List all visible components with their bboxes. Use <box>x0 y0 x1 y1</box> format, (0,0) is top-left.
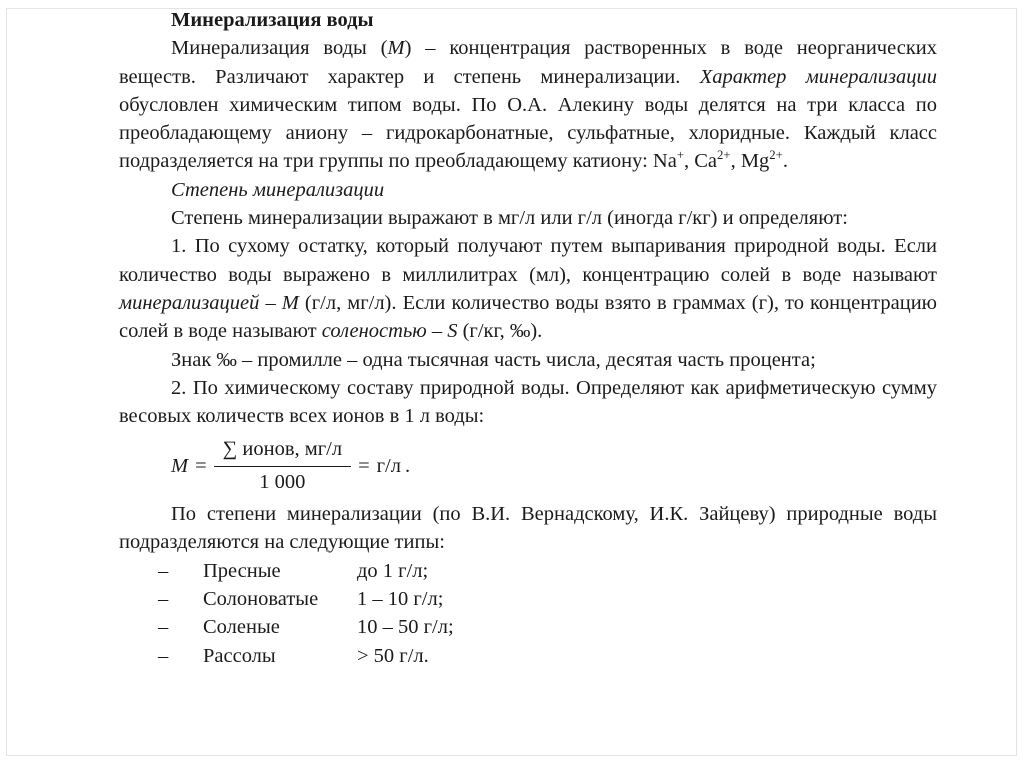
intro-paragraph <box>119 34 937 175</box>
list-dash: – <box>158 559 169 582</box>
text-segment-italic: соленостью <box>321 320 427 343</box>
type-value: > 50 г/л. <box>357 644 429 667</box>
ion-charge-superscript: + <box>676 148 684 163</box>
formula-equals: = <box>358 454 370 477</box>
text-segment: – <box>259 291 282 314</box>
formula-equals: = <box>195 454 207 477</box>
type-value: 1 – 10 г/л; <box>357 587 444 610</box>
by-degree-paragraph: По степени минерализации (по В.И. Вернадскому, И.К. Зайцеву) природные воды подразделяются на следующие типы: <box>119 503 937 554</box>
formula-result: г/л <box>376 454 401 477</box>
mineralization-formula <box>171 435 937 496</box>
promille-note: Знак ‰ – промилле – одна тысячная часть числа, десятая часть процента; <box>171 348 816 371</box>
type-label: Рассолы <box>203 644 276 667</box>
list-item <box>119 642 937 670</box>
type-value: до 1 г/л; <box>357 559 429 582</box>
text-segment: 1. По сухому остатку, который получают путем выпаривания природной воды. Если количество воды выражено в миллилитрах (мл), концентрацию солей в воде называют <box>119 235 937 286</box>
text-segment: (г/кг, ‰). <box>457 320 543 343</box>
slide-title: Минерализация воды <box>171 9 374 31</box>
type-label: Пресные <box>203 559 281 582</box>
dry-residue-paragraph <box>119 232 937 345</box>
type-value: 10 – 50 г/л; <box>357 616 454 639</box>
text-segment: ) – концентрация растворенных в воде неорганических веществ. Различают характер и степень минерализации. <box>119 37 937 88</box>
list-item <box>119 557 937 585</box>
ion-charge-superscript: 2+ <box>769 148 783 163</box>
degree-paragraph: Степень минерализации выражают в мг/л или г/л (иногда г/кг) и определяют: <box>171 207 848 230</box>
text-segment: (г/л, мг/л). Если количество воды взято в граммах (г), то концентрацию солей в воде называют <box>119 291 937 343</box>
formula-lhs: M <box>171 454 189 477</box>
list-item <box>119 585 937 613</box>
list-item <box>119 613 937 641</box>
fraction-denominator: 1 000 <box>214 466 351 496</box>
text-segment-italic: Характер минерализации <box>699 65 937 88</box>
chemical-composition-paragraph: 2. По химическому составу природной воды. Определяют как арифметическую сумму весовых количеств всех ионов в 1 л воды: <box>119 376 937 428</box>
list-dash: – <box>158 616 169 639</box>
type-label: Соленые <box>203 616 280 639</box>
formula-period: . <box>404 454 411 477</box>
section-heading: Степень минерализации <box>171 178 385 201</box>
ion-charge-superscript: 2+ <box>717 148 731 163</box>
formula-fraction <box>214 435 351 496</box>
text-segment: , Mg <box>730 150 770 173</box>
slide-content <box>119 6 937 670</box>
type-label: Солоноватые <box>203 587 319 610</box>
text-segment-italic: М <box>387 37 405 60</box>
text-segment: обусловлен химическим типом воды. По О.А. Алекину воды делятся на три класса по преобладающему аниону – гидрокарбонатные, сульфатные, хлоридные. Каждый класс подразделяется на три группы по преобладающему катиону: Na <box>119 93 937 173</box>
list-dash: – <box>158 644 169 667</box>
fraction-numerator: ∑ ионов, мг/л <box>222 438 343 461</box>
water-types-list <box>119 557 937 670</box>
text-segment-italic: М <box>281 291 299 314</box>
text-segment-italic: S <box>447 320 458 343</box>
text-segment: Минерализация воды ( <box>171 37 388 60</box>
text-segment: . <box>782 150 788 173</box>
text-segment: , Ca <box>684 150 718 173</box>
text-segment-italic: минерализацией <box>119 291 260 314</box>
list-dash: – <box>158 587 169 610</box>
text-segment: – <box>426 320 448 343</box>
